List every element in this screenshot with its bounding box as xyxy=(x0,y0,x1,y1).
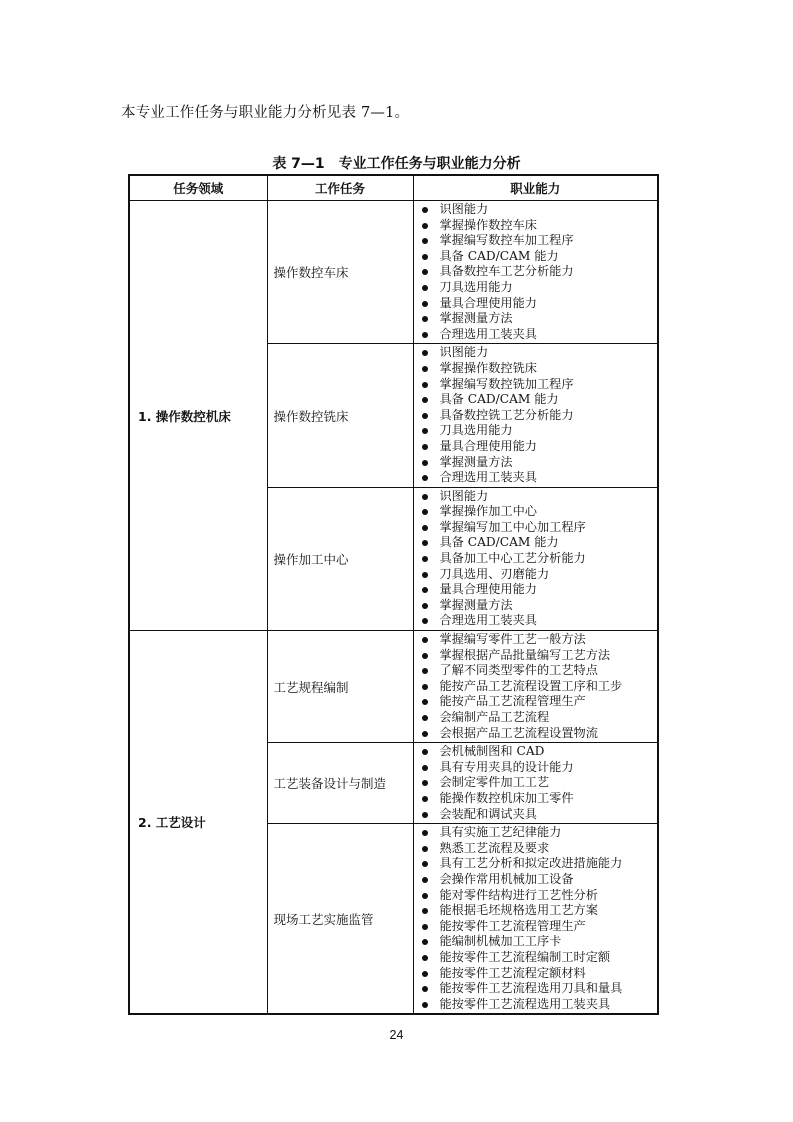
ability-list xyxy=(414,488,658,630)
ability-item: 能按产品工艺流程设置工序和工步 xyxy=(414,679,658,695)
ability-item: 掌握根据产品批量编写工艺方法 xyxy=(414,648,658,664)
ability-cell xyxy=(413,631,658,743)
ability-item: 识图能力 xyxy=(414,489,658,505)
ability-item: 会编制产品工艺流程 xyxy=(414,710,658,726)
ability-item: 量具合理使用能力 xyxy=(414,296,658,312)
ability-item: 掌握编写数控铣加工程序 xyxy=(414,377,658,393)
ability-item: 具备数控车工艺分析能力 xyxy=(414,264,658,280)
ability-item: 掌握操作加工中心 xyxy=(414,504,658,520)
ability-item: 掌握操作数控铣床 xyxy=(414,361,658,377)
ability-item: 具备 CAD/CAM 能力 xyxy=(414,249,658,265)
ability-item: 能按零件工艺流程编制工时定额 xyxy=(414,950,658,966)
table-caption: 表 7—1 专业工作任务与职业能力分析 xyxy=(272,156,521,172)
ability-item: 量具合理使用能力 xyxy=(414,439,658,455)
ability-item: 掌握操作数控车床 xyxy=(414,218,658,234)
ability-item: 会制定零件加工工艺 xyxy=(414,775,658,791)
ability-item: 具备加工中心工艺分析能力 xyxy=(414,551,658,567)
ability-item: 掌握编写加工中心加工程序 xyxy=(414,520,658,536)
ability-item: 能按零件工艺流程定额材料 xyxy=(414,966,658,982)
table-header-row xyxy=(129,175,658,201)
ability-item: 掌握测量方法 xyxy=(414,598,658,614)
ability-item: 会装配和调试夹具 xyxy=(414,807,658,823)
ability-item: 了解不同类型零件的工艺特点 xyxy=(414,663,658,679)
ability-list xyxy=(414,344,658,486)
ability-item: 具有工艺分析和拟定改进措施能力 xyxy=(414,856,658,872)
ability-cell xyxy=(413,344,658,487)
ability-item: 能按产品工艺流程管理生产 xyxy=(414,694,658,710)
task-cell: 工艺规程编制 xyxy=(267,631,413,743)
ability-list xyxy=(414,201,658,343)
task-cell: 操作数控铣床 xyxy=(267,344,413,487)
ability-item: 合理选用工装夹具 xyxy=(414,470,658,486)
ability-cell xyxy=(413,824,658,1015)
task-cell: 操作加工中心 xyxy=(267,487,413,630)
table-row xyxy=(129,201,658,344)
ability-item: 掌握测量方法 xyxy=(414,455,658,471)
ability-item: 能编制机械加工工序卡 xyxy=(414,934,658,950)
task-cell: 现场工艺实施监管 xyxy=(267,824,413,1015)
ability-item: 能对零件结构进行工艺性分析 xyxy=(414,888,658,904)
ability-item: 识图能力 xyxy=(414,202,658,218)
ability-list xyxy=(414,824,658,1013)
ability-item: 具有专用夹具的设计能力 xyxy=(414,760,658,776)
page-number: 24 xyxy=(389,1028,404,1042)
ability-list xyxy=(414,743,658,823)
ability-cell xyxy=(413,487,658,630)
task-cell: 操作数控车床 xyxy=(267,201,413,344)
ability-item: 合理选用工装夹具 xyxy=(414,327,658,343)
ability-item: 刀具选用、刃磨能力 xyxy=(414,567,658,583)
ability-cell xyxy=(413,201,658,344)
ability-list xyxy=(414,631,658,742)
ability-item: 具有实施工艺纪律能力 xyxy=(414,825,658,841)
ability-item: 量具合理使用能力 xyxy=(414,582,658,598)
ability-item: 识图能力 xyxy=(414,345,658,361)
ability-item: 掌握测量方法 xyxy=(414,311,658,327)
header-task: 工作任务 xyxy=(267,175,413,201)
ability-item: 具备数控铣工艺分析能力 xyxy=(414,408,658,424)
ability-item: 掌握编写零件工艺一般方法 xyxy=(414,632,658,648)
ability-item: 刀具选用能力 xyxy=(414,423,658,439)
ability-cell xyxy=(413,743,658,824)
ability-item: 合理选用工装夹具 xyxy=(414,613,658,629)
ability-item: 具备 CAD/CAM 能力 xyxy=(414,392,658,408)
ability-item: 具备 CAD/CAM 能力 xyxy=(414,535,658,551)
ability-item: 掌握编写数控车加工程序 xyxy=(414,233,658,249)
ability-item: 会根据产品工艺流程设置物流 xyxy=(414,726,658,742)
ability-item: 熟悉工艺流程及要求 xyxy=(414,841,658,857)
task-ability-table xyxy=(128,174,659,1015)
domain-cell: 2. 工艺设计 xyxy=(129,631,267,1015)
header-domain: 任务领域 xyxy=(129,175,267,201)
intro-paragraph: 本专业工作任务与职业能力分析见表 7—1。 xyxy=(121,105,410,121)
ability-item: 会操作常用机械加工设备 xyxy=(414,872,658,888)
ability-item: 能操作数控机床加工零件 xyxy=(414,791,658,807)
ability-item: 能根据毛坯规格选用工艺方案 xyxy=(414,903,658,919)
ability-item: 能按零件工艺流程选用刀具和量具 xyxy=(414,981,658,997)
ability-item: 能按零件工艺流程选用工装夹具 xyxy=(414,997,658,1013)
table-row xyxy=(129,631,658,743)
task-cell: 工艺装备设计与制造 xyxy=(267,743,413,824)
ability-item: 能按零件工艺流程管理生产 xyxy=(414,919,658,935)
ability-item: 刀具选用能力 xyxy=(414,280,658,296)
ability-item: 会机械制图和 CAD xyxy=(414,744,658,760)
header-ability: 职业能力 xyxy=(413,175,658,201)
domain-cell: 1. 操作数控机床 xyxy=(129,201,267,631)
